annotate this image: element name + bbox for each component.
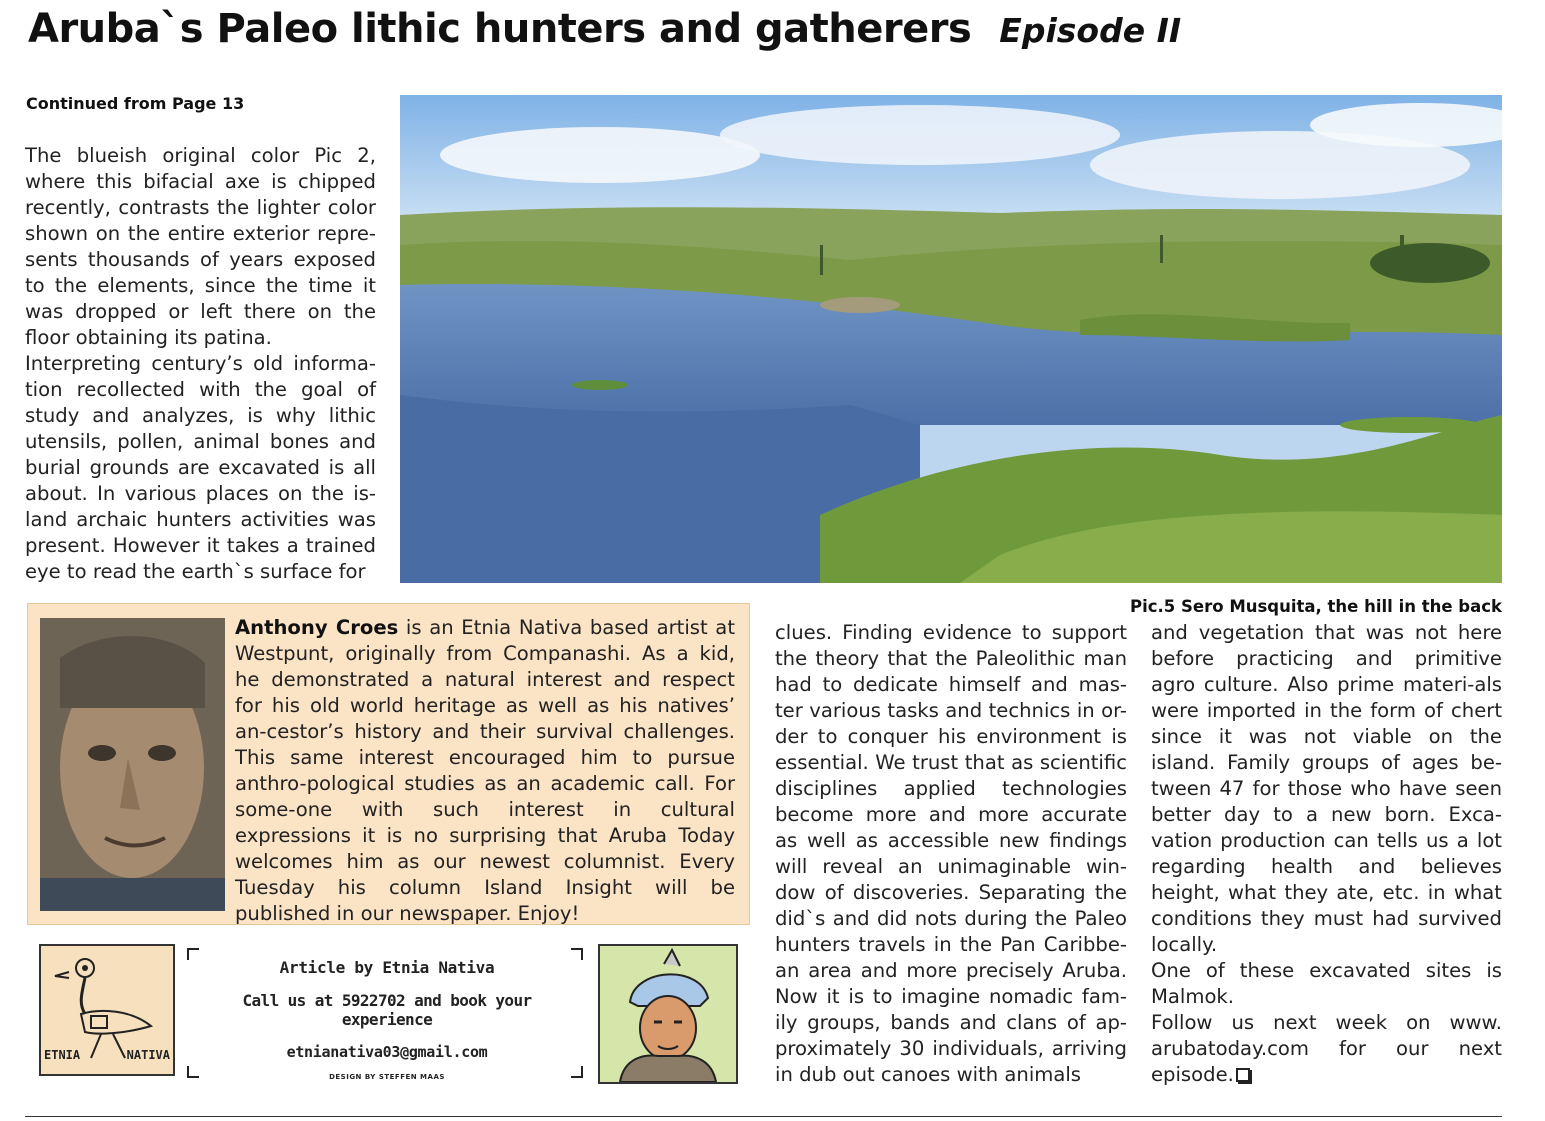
column-4-paragraph-3: Follow us next week on www. arubatoday.com for our next episode. [1151,1011,1502,1086]
column-4-paragraph-2: One of these excavated sites is Malmok. [1151,959,1502,1008]
ad-byline: Article by Etnia Nativa [279,958,495,977]
ad-email: etnianativa03@gmail.com [286,1043,488,1061]
ad-phone-line: Call us at 5922702 and book your experience [242,991,532,1029]
lake-landscape-photo [400,95,1502,583]
logo-word-left: ETNIA [44,1048,81,1062]
column-1-paragraph-1: The blueish original color Pic 2, where this bifacial axe is chipped recently, contrasts the lighter color shown on the entire exterior repre-sents thousands of years exposed to the elements, since the time it was dropped or left there on the floor obtaining its patina. [25,144,376,349]
author-name: Anthony Croes [235,616,399,639]
etnia-nativa-ad [37,940,740,1086]
author-portrait [40,618,225,911]
column-4-paragraph-1: and vegetation that was not here before practicing and primitive agro culture. Also prime materi-als were imported in the form of chert since it was not viable on the island. Family groups of ages be-tween 47 for those who have seen better day to a new born. Exca-vation production can tells us a lot regarding health and believes height, what they ate, etc. in what conditions they must had survived locally. [1151,621,1502,956]
ad-design-credit: DESIGN BY STEFFEN MAAS [329,1073,445,1081]
etnia-nativa-logo [39,944,175,1076]
author-description: is an Etnia Nativa based artist at Westpunt, originally from Companashi. As a kid, he demonstrated a natural interest and respect for his old world heritage as well as his natives’ an-cestor’s history and their survival challenges. This same interest encouraged him to pursue anthro-pological studies as an academic call. For some-one with such interest in cultural expressions it is no surprising that Aruba Today welcomes him as our newest columnist. Every Tuesday his column Island Insight will be published in our newspaper. Enjoy! [235,616,735,925]
ad-text-block [197,958,577,1081]
column-1-paragraph-2: Interpreting century’s old informa-tion recollected with the goal of study and analyzes, is why lithic utensils, pollen, animal bones and burial grounds are excavated is all about. In various places on the is-land archaic hunters activities was present. However it takes a trained eye to read the earth`s surface for [25,352,376,583]
logo-word-right: NATIVA [126,1048,170,1062]
column-3-paragraph-1: clues. Finding evidence to support the theory that the Paleolithic man had to dedicate himself and mas-ter various tasks and technics in or-der to conquer his environment is essential. We trust that as scientific disciplines applied technologies become more and more accurate as well as accessible new findings will reveal an unimaginable win-dow of discoveries. Separating the did`s and did nots during the Paleo hunters travels in the Pan Caribbe-an area and more precisely Aruba. Now it is to imagine nomadic fam-ily groups, bands and clans of ap-proximately 30 individuals, arriving in dub out canoes with animals [775,621,1127,1086]
article-column-4 [1151,620,1502,1088]
end-of-article-icon [1236,1068,1250,1082]
article-column-3 [775,620,1127,1088]
bottom-rule [25,1116,1502,1117]
continued-from: Continued from Page 13 [26,94,245,113]
headline-title: Aruba`s Paleo lithic hunters and gatherers [28,6,972,52]
headline [28,6,1508,66]
photo-caption: Pic.5 Sero Musquita, the hill in the back [1130,597,1502,616]
author-bio-text [235,615,735,927]
cartoon-portrait [598,944,738,1084]
author-bio-box [27,603,750,925]
headline-episode: Episode II [999,11,1182,50]
article-column-1 [25,143,376,585]
